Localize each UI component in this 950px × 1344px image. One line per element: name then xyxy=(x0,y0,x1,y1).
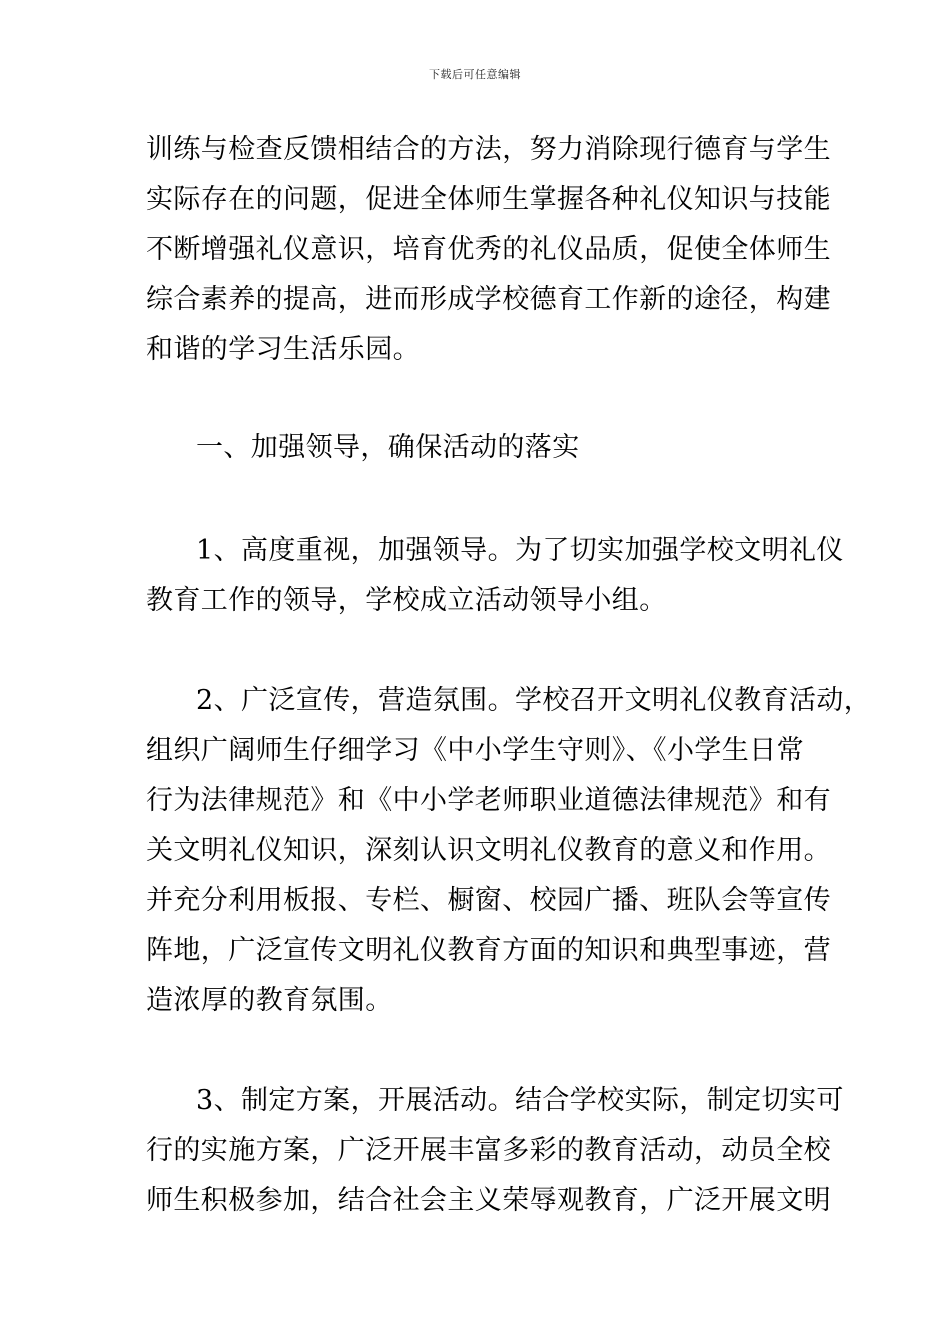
page-header: 下载后可任意编辑 xyxy=(429,68,521,81)
body-line: 行的实施方案，广泛开展丰富多彩的教育活动，动员全校 xyxy=(146,1135,831,1166)
body-line: 1、高度重视，加强领导。为了切实加强学校文明礼仪 xyxy=(196,535,844,566)
body-line: 不断增强礼仪意识，培育优秀的礼仪品质，促使全体师生 xyxy=(146,234,831,265)
body-line: 阵地，广泛宣传文明礼仪教育方面的知识和典型事迹，营 xyxy=(146,935,831,966)
body-line: 组织广阔师生仔细学习《中小学生守则》、《小学生日常 xyxy=(146,735,804,766)
body-line: 并充分利用板报、专栏、橱窗、校园广播、班队会等宣传 xyxy=(146,885,831,916)
body-line: 教育工作的领导，学校成立活动领导小组。 xyxy=(146,585,667,616)
body-line: 综合素养的提高，进而形成学校德育工作新的途径，构建 xyxy=(146,284,831,315)
body-line: 行为法律规范》和《中小学老师职业道德法律规范》和有 xyxy=(146,785,831,816)
body-line: 和谐的学习生活乐园。 xyxy=(146,334,420,365)
body-line: 2、广泛宣传，营造氛围。学校召开文明礼仪教育活动， xyxy=(196,685,872,716)
body-line: 实际存在的问题，促进全体师生掌握各种礼仪知识与技能 xyxy=(146,184,831,215)
body-line: 造浓厚的教育氛围。 xyxy=(146,985,393,1016)
body-line: 关文明礼仪知识，深刻认识文明礼仪教育的意义和作用。 xyxy=(146,835,831,866)
body-line: 训练与检查反馈相结合的方法，努力消除现行德育与学生 xyxy=(146,134,831,165)
section-heading: 一、加强领导，确保活动的落实 xyxy=(196,432,580,463)
body-line: 师生积极参加，结合社会主义荣辱观教育，广泛开展文明 xyxy=(146,1185,831,1216)
body-line: 3、制定方案，开展活动。结合学校实际，制定切实可 xyxy=(196,1085,844,1116)
